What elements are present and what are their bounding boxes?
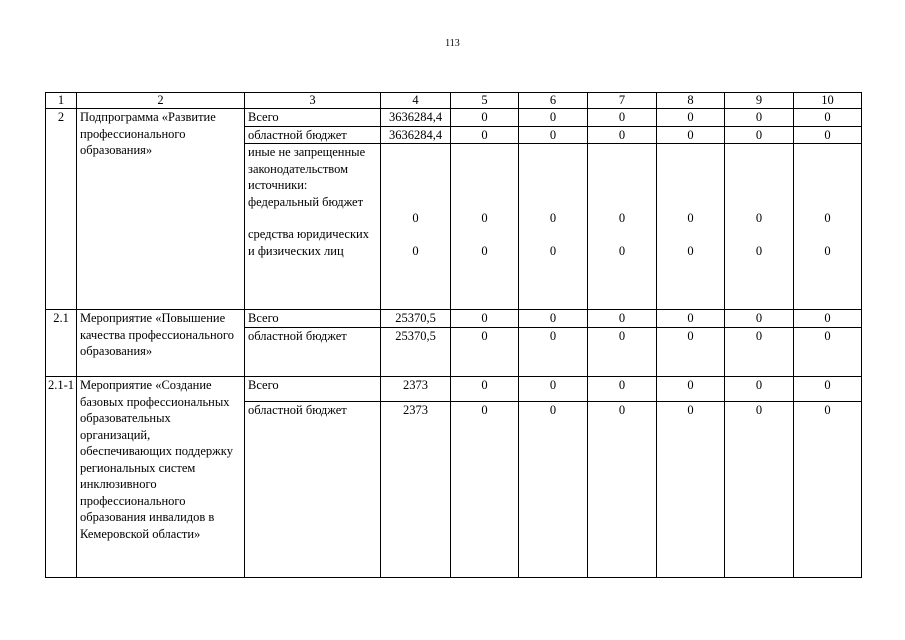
source-label: федеральный бюджет: [248, 194, 364, 209]
table-row: [46, 377, 862, 402]
value-federal: 0: [412, 211, 419, 225]
value-cell: 2373: [381, 377, 451, 402]
source-cell: [245, 144, 381, 310]
value-cell: 0: [657, 327, 725, 377]
value-cell: [794, 144, 862, 310]
header-cell: 9: [725, 93, 794, 109]
value-cell: 0: [794, 310, 862, 328]
value-cell: 0: [588, 126, 657, 144]
value-cell: 0: [588, 109, 657, 127]
value-cell: 0: [794, 126, 862, 144]
header-cell: 8: [657, 93, 725, 109]
value-cell: 0: [588, 402, 657, 578]
value-private: 0: [549, 243, 557, 258]
value-cell: 0: [588, 310, 657, 328]
value-cell: 0: [794, 327, 862, 377]
row-number: 2: [46, 109, 77, 310]
value-federal: 0: [549, 211, 557, 225]
row-name: Мероприятие «Создание базовых профессиональных образовательных организаций, обеспечивающих поддержку региональных систем инклюзивного профессионального образования инвалидов в Кемеровской области»: [77, 377, 245, 578]
row-name: Подпрограмма «Развитие профессионального образования»: [77, 109, 245, 310]
header-cell: 7: [588, 93, 657, 109]
value-cell: 0: [657, 126, 725, 144]
value-cell: 0: [725, 126, 794, 144]
value-cell: 0: [519, 402, 588, 578]
value-cell: 0: [725, 377, 794, 402]
value-cell: 0: [451, 377, 519, 402]
value-cell: 0: [725, 109, 794, 127]
value-federal: 0: [687, 211, 694, 225]
value-cell: 0: [451, 310, 519, 328]
source-cell: Всего: [245, 377, 381, 402]
value-cell: 0: [657, 109, 725, 127]
header-cell: 2: [77, 93, 245, 109]
header-cell: 5: [451, 93, 519, 109]
value-federal: 0: [824, 211, 831, 225]
value-cell: 0: [657, 402, 725, 578]
source-label: средства юридических и физических лиц: [248, 227, 369, 258]
source-cell: Всего: [245, 310, 381, 328]
header-cell: 3: [245, 93, 381, 109]
header-cell: 1: [46, 93, 77, 109]
value-cell: 2373: [381, 402, 451, 578]
value-cell: [657, 144, 725, 310]
value-cell: 0: [451, 402, 519, 578]
value-cell: 25370,5: [381, 327, 451, 377]
header-row: [46, 93, 862, 109]
row-number: 2.1: [46, 310, 77, 377]
value-cell: [725, 144, 794, 310]
value-cell: 25370,5: [381, 310, 451, 328]
value-cell: 0: [519, 109, 588, 127]
source-label: иные не запрещенные законодательством источники:: [248, 145, 366, 192]
budget-table: [45, 92, 862, 578]
table-row: [46, 310, 862, 328]
value-cell: 0: [519, 327, 588, 377]
row-number: 2.1-1: [46, 377, 77, 578]
source-cell: областной бюджет: [245, 126, 381, 144]
value-cell: [519, 144, 588, 310]
value-cell: 0: [725, 327, 794, 377]
value-private: 0: [687, 243, 694, 258]
row-name: Мероприятие «Повышение качества профессионального образования»: [77, 310, 245, 377]
value-cell: 0: [794, 109, 862, 127]
value-cell: 0: [725, 310, 794, 328]
value-cell: 0: [519, 126, 588, 144]
value-cell: 3636284,4: [381, 126, 451, 144]
value-cell: 0: [519, 310, 588, 328]
value-cell: 3636284,4: [381, 109, 451, 127]
source-cell: областной бюджет: [245, 402, 381, 578]
value-federal: 0: [481, 211, 488, 225]
value-cell: 0: [725, 402, 794, 578]
value-cell: 0: [588, 327, 657, 377]
value-cell: 0: [519, 377, 588, 402]
source-cell: Всего: [245, 109, 381, 127]
page-number: 113: [445, 38, 460, 49]
table-row: [46, 109, 862, 127]
value-private: 0: [618, 243, 626, 258]
value-cell: 0: [794, 402, 862, 578]
value-private: 0: [412, 243, 419, 258]
value-cell: 0: [794, 377, 862, 402]
value-cell: 0: [451, 109, 519, 127]
value-private: 0: [755, 243, 763, 258]
value-cell: 0: [588, 377, 657, 402]
header-cell: 4: [381, 93, 451, 109]
value-cell: 0: [451, 327, 519, 377]
source-cell: областной бюджет: [245, 327, 381, 377]
value-cell: 0: [451, 126, 519, 144]
value-cell: 0: [657, 377, 725, 402]
value-federal: 0: [755, 211, 763, 225]
value-cell: [588, 144, 657, 310]
value-cell: 0: [657, 310, 725, 328]
header-cell: 6: [519, 93, 588, 109]
value-federal: 0: [618, 211, 626, 225]
value-cell: [381, 144, 451, 310]
header-cell: 10: [794, 93, 862, 109]
value-private: 0: [481, 243, 488, 258]
value-cell: [451, 144, 519, 310]
value-private: 0: [824, 243, 831, 258]
